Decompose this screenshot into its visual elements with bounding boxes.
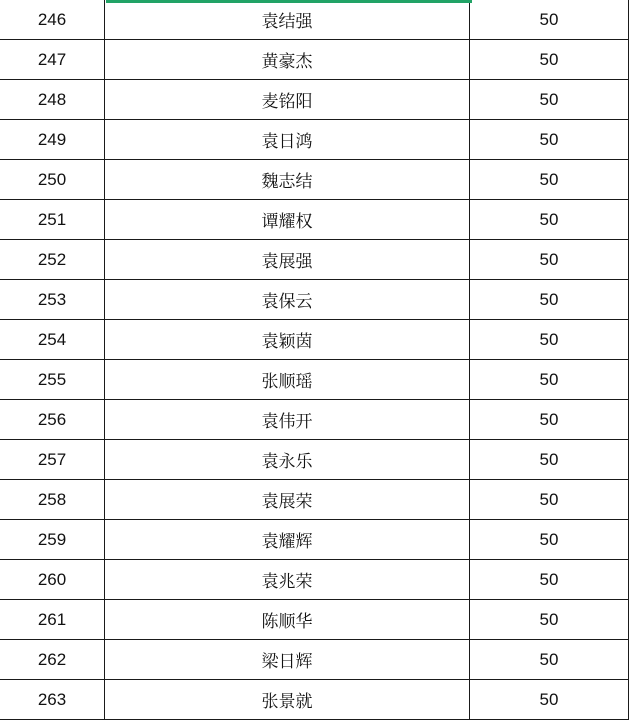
table-row [0,480,629,520]
cell-row-number[interactable]: 260 [0,560,105,600]
cell-row-number[interactable]: 257 [0,440,105,480]
table-row [0,520,629,560]
table-row [0,120,629,160]
cell-amount[interactable]: 50 [470,160,629,200]
cell-name[interactable]: 袁耀辉 [105,520,470,560]
cell-row-number[interactable]: 258 [0,480,105,520]
cell-amount[interactable]: 50 [470,640,629,680]
cell-name[interactable]: 袁兆荣 [105,560,470,600]
table-row [0,40,629,80]
table-row [0,680,629,720]
cell-amount[interactable]: 50 [470,440,629,480]
cell-amount[interactable]: 50 [470,40,629,80]
cell-amount[interactable]: 50 [470,280,629,320]
cell-name[interactable]: 张顺瑶 [105,360,470,400]
cell-amount[interactable]: 50 [470,240,629,280]
selected-cell-border [106,0,472,3]
cell-row-number[interactable]: 253 [0,280,105,320]
table-row [0,280,629,320]
cell-name[interactable]: 袁伟开 [105,400,470,440]
cell-amount[interactable]: 50 [470,120,629,160]
cell-amount[interactable]: 50 [470,360,629,400]
cell-amount[interactable]: 50 [470,80,629,120]
cell-amount[interactable]: 50 [470,320,629,360]
cell-name[interactable]: 袁展荣 [105,480,470,520]
cell-row-number[interactable]: 252 [0,240,105,280]
cell-name[interactable]: 魏志结 [105,160,470,200]
cell-name[interactable]: 袁保云 [105,280,470,320]
cell-row-number[interactable]: 246 [0,0,105,40]
cell-amount[interactable]: 50 [470,480,629,520]
cell-name[interactable]: 袁永乐 [105,440,470,480]
cell-amount[interactable]: 50 [470,680,629,720]
cell-row-number[interactable]: 247 [0,40,105,80]
cell-amount[interactable]: 50 [470,400,629,440]
table-row [0,160,629,200]
cell-name[interactable]: 梁日辉 [105,640,470,680]
cell-name[interactable]: 袁展强 [105,240,470,280]
cell-row-number[interactable]: 254 [0,320,105,360]
cell-row-number[interactable]: 251 [0,200,105,240]
table-row [0,200,629,240]
cell-amount[interactable]: 50 [470,0,629,40]
cell-name[interactable]: 袁颖茵 [105,320,470,360]
cell-row-number[interactable]: 259 [0,520,105,560]
table-row [0,440,629,480]
table-row [0,600,629,640]
cell-name[interactable]: 麦铭阳 [105,80,470,120]
cell-name[interactable]: 谭耀权 [105,200,470,240]
cell-name[interactable]: 袁结强 [105,0,470,40]
table-row [0,80,629,120]
cell-row-number[interactable]: 249 [0,120,105,160]
cell-row-number[interactable]: 262 [0,640,105,680]
table-row [0,360,629,400]
table-row [0,0,629,40]
table-row [0,560,629,600]
cell-row-number[interactable]: 256 [0,400,105,440]
cell-row-number[interactable]: 263 [0,680,105,720]
table-row [0,320,629,360]
cell-name[interactable]: 陈顺华 [105,600,470,640]
cell-name[interactable]: 黄豪杰 [105,40,470,80]
cell-row-number[interactable]: 255 [0,360,105,400]
table-row [0,240,629,280]
cell-name[interactable]: 袁日鸿 [105,120,470,160]
table-row [0,640,629,680]
cell-amount[interactable]: 50 [470,200,629,240]
cell-amount[interactable]: 50 [470,520,629,560]
cell-row-number[interactable]: 248 [0,80,105,120]
cell-amount[interactable]: 50 [470,600,629,640]
cell-row-number[interactable]: 261 [0,600,105,640]
table-row [0,400,629,440]
cell-amount[interactable]: 50 [470,560,629,600]
cell-row-number[interactable]: 250 [0,160,105,200]
cell-name[interactable]: 张景就 [105,680,470,720]
